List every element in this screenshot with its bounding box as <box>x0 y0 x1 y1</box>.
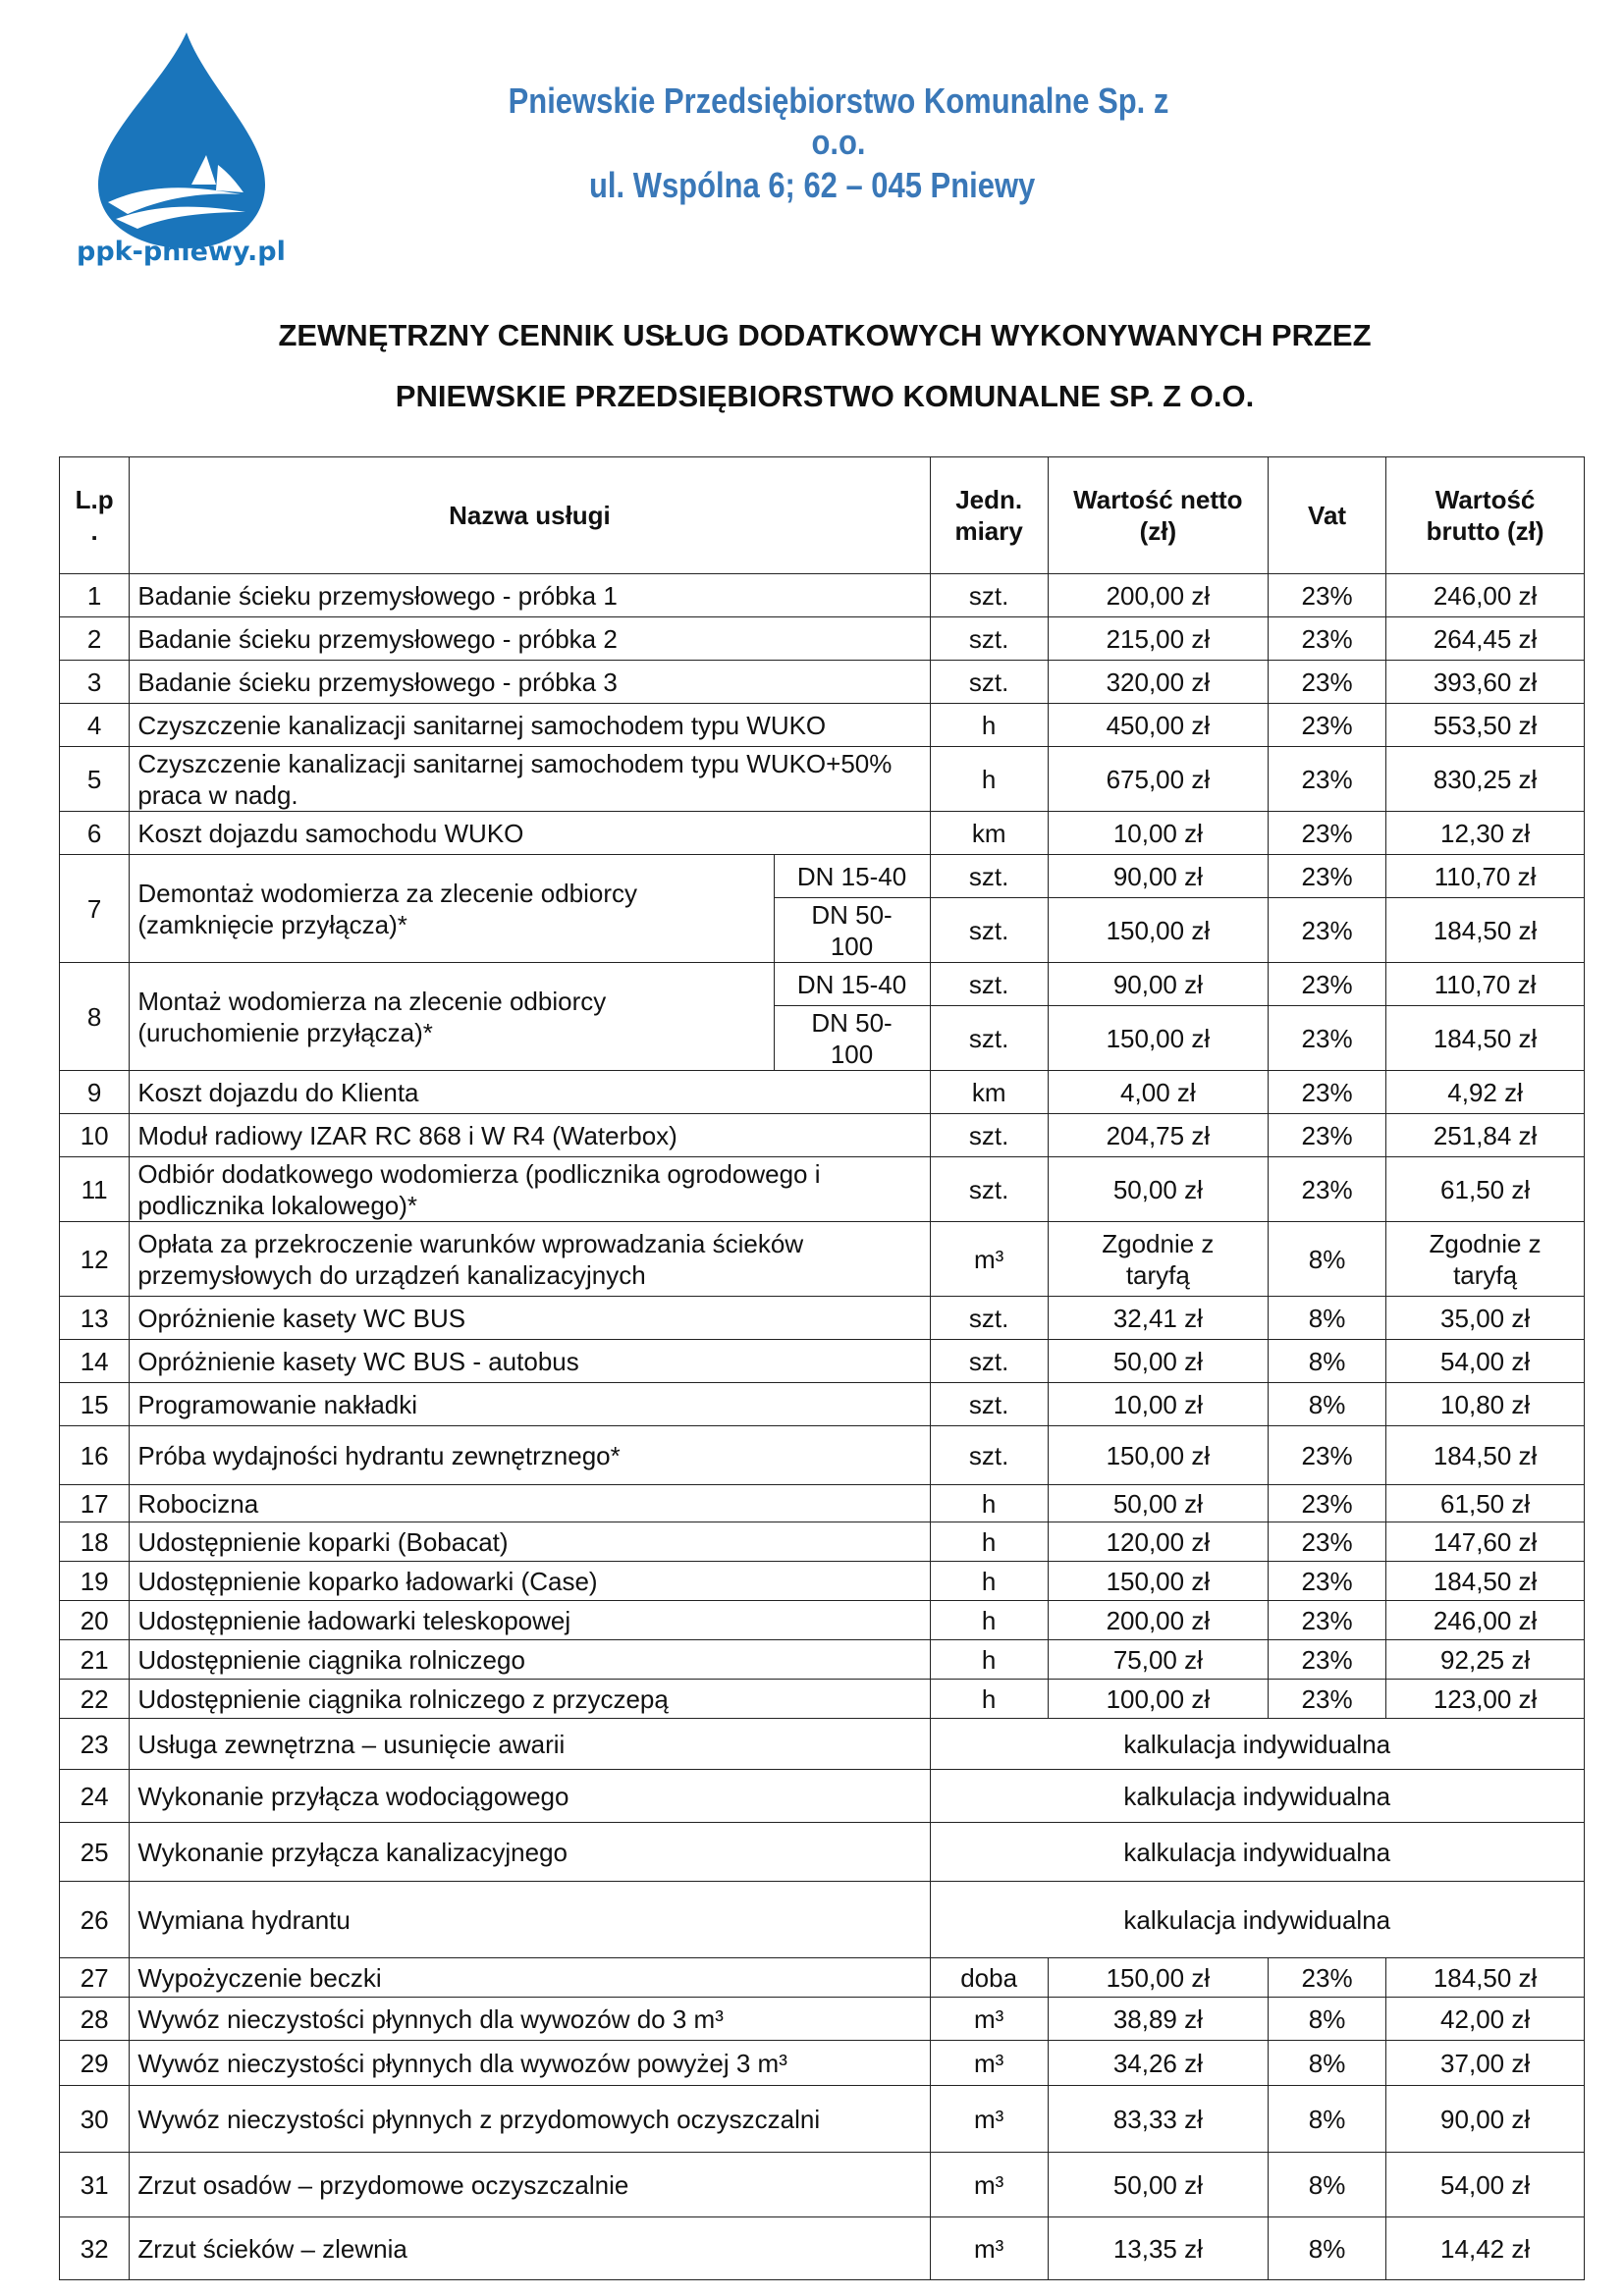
unit: doba <box>930 1958 1048 1998</box>
table-row <box>60 1640 1585 1680</box>
row-number: 7 <box>60 855 130 963</box>
service-name: Opróżnienie kasety WC BUS - autobus <box>130 1340 930 1383</box>
unit: szt. <box>930 898 1048 963</box>
gross-price: 246,00 zł <box>1386 574 1585 617</box>
table-row <box>60 1680 1585 1719</box>
row-number: 32 <box>60 2217 130 2280</box>
row-number: 30 <box>60 2086 130 2153</box>
table-row <box>60 2217 1585 2280</box>
service-name: Robocizna <box>130 1485 930 1522</box>
net-price: 75,00 zł <box>1048 1640 1268 1680</box>
service-name: Udostępnienie koparki (Bobacat) <box>130 1522 930 1562</box>
gross-price: 184,50 zł <box>1386 1006 1585 1071</box>
vat-rate: 8% <box>1268 1222 1385 1297</box>
net-price: 50,00 zł <box>1048 1340 1268 1383</box>
gross-price: 54,00 zł <box>1386 2153 1585 2217</box>
diameter-variant: DN 15-40 <box>774 855 930 898</box>
vat-rate: 8% <box>1268 2217 1385 2280</box>
gross-price: 12,30 zł <box>1386 812 1585 855</box>
unit: h <box>930 1680 1048 1719</box>
company-name: Pniewskie Przedsiębiorstwo Komunalne Sp. z o.o. <box>508 80 1169 162</box>
service-name: Wywóz nieczystości płynnych z przydomowych oczyszczalni <box>130 2086 930 2153</box>
vat-rate: 23% <box>1268 1958 1385 1998</box>
gross-price: 61,50 zł <box>1386 1157 1585 1222</box>
vat-rate: 23% <box>1268 1640 1385 1680</box>
table-row <box>60 2086 1585 2153</box>
net-price: 215,00 zł <box>1048 617 1268 661</box>
net-price: 38,89 zł <box>1048 1998 1268 2041</box>
vat-rate: 8% <box>1268 1998 1385 2041</box>
row-number: 11 <box>60 1157 130 1222</box>
logo-text: ppk-pniewy.pl <box>77 237 286 267</box>
row-number: 12 <box>60 1222 130 1297</box>
row-number: 9 <box>60 1071 130 1114</box>
table-row <box>60 812 1585 855</box>
row-number: 24 <box>60 1770 130 1823</box>
service-name: Badanie ścieku przemysłowego - próbka 2 <box>130 617 930 661</box>
service-name: Usługa zewnętrzna – usunięcie awarii <box>130 1719 930 1770</box>
net-price: 150,00 zł <box>1048 1958 1268 1998</box>
table-row <box>60 1297 1585 1340</box>
row-number: 1 <box>60 574 130 617</box>
individual-calculation: kalkulacja indywidualna <box>930 1770 1584 1823</box>
diameter-variant: DN 15-40 <box>774 963 930 1006</box>
row-number: 16 <box>60 1426 130 1485</box>
vat-rate: 23% <box>1268 1562 1385 1601</box>
vat-rate: 8% <box>1268 2086 1385 2153</box>
vat-rate: 23% <box>1268 898 1385 963</box>
service-name: Udostępnienie ciągnika rolniczego <box>130 1640 930 1680</box>
net-price: 200,00 zł <box>1048 1601 1268 1640</box>
vat-rate: 8% <box>1268 2041 1385 2086</box>
individual-calculation: kalkulacja indywidualna <box>930 1823 1584 1882</box>
gross-price: 184,50 zł <box>1386 1562 1585 1601</box>
table-row <box>60 855 1585 898</box>
table-row <box>60 1157 1585 1222</box>
table-row <box>60 2153 1585 2217</box>
vat-rate: 8% <box>1268 1340 1385 1383</box>
gross-price: 147,60 zł <box>1386 1522 1585 1562</box>
gross-price: 4,92 zł <box>1386 1071 1585 1114</box>
gross-price: 110,70 zł <box>1386 963 1585 1006</box>
unit: m³ <box>930 2153 1048 2217</box>
gross-price: 251,84 zł <box>1386 1114 1585 1157</box>
net-price: 450,00 zł <box>1048 704 1268 747</box>
vat-rate: 23% <box>1268 812 1385 855</box>
vat-rate: 23% <box>1268 1680 1385 1719</box>
unit: szt. <box>930 1426 1048 1485</box>
vat-rate: 23% <box>1268 617 1385 661</box>
net-price: 320,00 zł <box>1048 661 1268 704</box>
unit: szt. <box>930 617 1048 661</box>
table-row <box>60 617 1585 661</box>
gross-price: 184,50 zł <box>1386 1426 1585 1485</box>
vat-rate: 23% <box>1268 661 1385 704</box>
header-name: Nazwa usługi <box>130 457 930 574</box>
service-name: Wykonanie przyłącza kanalizacyjnego <box>130 1823 930 1882</box>
gross-price: 184,50 zł <box>1386 1958 1585 1998</box>
service-name: Moduł radiowy IZAR RC 868 i W R4 (Waterbox) <box>130 1114 930 1157</box>
service-name: Wymiana hydrantu <box>130 1882 930 1958</box>
net-price: 150,00 zł <box>1048 1562 1268 1601</box>
service-name: Demontaż wodomierza za zlecenie odbiorcy (zamknięcie przyłącza)* <box>130 855 774 963</box>
table-row <box>60 963 1585 1006</box>
table-row <box>60 704 1585 747</box>
row-number: 2 <box>60 617 130 661</box>
gross-price: 35,00 zł <box>1386 1297 1585 1340</box>
service-name: Badanie ścieku przemysłowego - próbka 1 <box>130 574 930 617</box>
vat-rate: 8% <box>1268 1297 1385 1340</box>
table-row <box>60 1426 1585 1485</box>
net-price: 120,00 zł <box>1048 1522 1268 1562</box>
table-row <box>60 747 1585 812</box>
individual-calculation: kalkulacja indywidualna <box>930 1882 1584 1958</box>
row-number: 29 <box>60 2041 130 2086</box>
gross-price: 14,42 zł <box>1386 2217 1585 2280</box>
unit: h <box>930 1640 1048 1680</box>
service-name: Badanie ścieku przemysłowego - próbka 3 <box>130 661 930 704</box>
row-number: 10 <box>60 1114 130 1157</box>
gross-price: 61,50 zł <box>1386 1485 1585 1522</box>
vat-rate: 23% <box>1268 1071 1385 1114</box>
service-name: Odbiór dodatkowego wodomierza (podlicznika ogrodowego i podlicznika lokalowego)* <box>130 1157 930 1222</box>
header-vat: Vat <box>1268 457 1385 574</box>
table-row <box>60 1340 1585 1383</box>
row-number: 14 <box>60 1340 130 1383</box>
unit: m³ <box>930 1222 1048 1297</box>
diameter-variant: DN 50- 100 <box>774 1006 930 1071</box>
row-number: 3 <box>60 661 130 704</box>
service-name: Wykonanie przyłącza wodociągowego <box>130 1770 930 1823</box>
net-price: 675,00 zł <box>1048 747 1268 812</box>
unit: h <box>930 1562 1048 1601</box>
unit: szt. <box>930 1297 1048 1340</box>
vat-rate: 23% <box>1268 1006 1385 1071</box>
gross-price: 264,45 zł <box>1386 617 1585 661</box>
row-number: 5 <box>60 747 130 812</box>
unit: h <box>930 704 1048 747</box>
row-number: 6 <box>60 812 130 855</box>
vat-rate: 23% <box>1268 1426 1385 1485</box>
table-row <box>60 2041 1585 2086</box>
gross-price: 246,00 zł <box>1386 1601 1585 1640</box>
service-name: Próba wydajności hydrantu zewnętrznego* <box>130 1426 930 1485</box>
row-number: 26 <box>60 1882 130 1958</box>
row-number: 13 <box>60 1297 130 1340</box>
header-lp: L.p . <box>60 457 130 574</box>
gross-price: Zgodnie z taryfą <box>1386 1222 1585 1297</box>
vat-rate: 23% <box>1268 1601 1385 1640</box>
row-number: 19 <box>60 1562 130 1601</box>
table-row <box>60 1114 1585 1157</box>
diameter-variant: DN 50- 100 <box>774 898 930 963</box>
net-price: 204,75 zł <box>1048 1114 1268 1157</box>
table-row <box>60 1071 1585 1114</box>
page-title-line-1: ZEWNĘTRZNY CENNIK USŁUG DODATKOWYCH WYKONYWANYCH PRZEZ <box>278 318 1372 352</box>
unit: m³ <box>930 2086 1048 2153</box>
unit: h <box>930 1601 1048 1640</box>
service-name: Czyszczenie kanalizacji sanitarnej samochodem typu WUKO+50% praca w nadg. <box>130 747 930 812</box>
vat-rate: 23% <box>1268 1485 1385 1522</box>
table-row <box>60 1823 1585 1882</box>
gross-price: 553,50 zł <box>1386 704 1585 747</box>
header-net: Wartość netto (zł) <box>1048 457 1268 574</box>
service-name: Koszt dojazdu do Klienta <box>130 1071 930 1114</box>
table-row <box>60 1770 1585 1823</box>
company-address: ul. Wspólna 6; 62 – 045 Pniewy <box>589 165 1036 205</box>
unit: szt. <box>930 1383 1048 1426</box>
service-name: Wywóz nieczystości płynnych dla wywozów do 3 m³ <box>130 1998 930 2041</box>
table-row <box>60 1601 1585 1640</box>
row-number: 25 <box>60 1823 130 1882</box>
water-drop-icon <box>69 27 265 253</box>
net-price: 13,35 zł <box>1048 2217 1268 2280</box>
gross-price: 92,25 zł <box>1386 1640 1585 1680</box>
row-number: 21 <box>60 1640 130 1680</box>
vat-rate: 23% <box>1268 747 1385 812</box>
vat-rate: 23% <box>1268 1522 1385 1562</box>
price-table <box>59 456 1585 2280</box>
vat-rate: 23% <box>1268 1114 1385 1157</box>
row-number: 22 <box>60 1680 130 1719</box>
gross-price: 90,00 zł <box>1386 2086 1585 2153</box>
service-name: Montaż wodomierza na zlecenie odbiorcy (uruchomienie przyłącza)* <box>130 963 774 1071</box>
vat-rate: 8% <box>1268 2153 1385 2217</box>
net-price: 90,00 zł <box>1048 855 1268 898</box>
unit: szt. <box>930 574 1048 617</box>
net-price: 50,00 zł <box>1048 2153 1268 2217</box>
unit: szt. <box>930 1340 1048 1383</box>
gross-price: 10,80 zł <box>1386 1383 1585 1426</box>
unit: szt. <box>930 1157 1048 1222</box>
table-row <box>60 1222 1585 1297</box>
service-name: Wypożyczenie beczki <box>130 1958 930 1998</box>
service-name: Opłata za przekroczenie warunków wprowadzania ścieków przemysłowych do urządzeń kanalizacyjnych <box>130 1222 930 1297</box>
net-price: 200,00 zł <box>1048 574 1268 617</box>
page-title-line-2: PNIEWSKIE PRZEDSIĘBIORSTWO KOMUNALNE SP. Z O.O. <box>395 379 1255 413</box>
unit: km <box>930 812 1048 855</box>
service-name: Opróżnienie kasety WC BUS <box>130 1297 930 1340</box>
vat-rate: 23% <box>1268 704 1385 747</box>
row-number: 15 <box>60 1383 130 1426</box>
net-price: 100,00 zł <box>1048 1680 1268 1719</box>
unit: m³ <box>930 2041 1048 2086</box>
unit: h <box>930 1522 1048 1562</box>
service-name: Udostępnienie ciągnika rolniczego z przyczepą <box>130 1680 930 1719</box>
gross-price: 123,00 zł <box>1386 1680 1585 1719</box>
net-price: 50,00 zł <box>1048 1157 1268 1222</box>
table-row <box>60 1998 1585 2041</box>
row-number: 31 <box>60 2153 130 2217</box>
unit: szt. <box>930 1006 1048 1071</box>
net-price: 34,26 zł <box>1048 2041 1268 2086</box>
service-name: Czyszczenie kanalizacji sanitarnej samochodem typu WUKO <box>130 704 930 747</box>
table-row <box>60 1958 1585 1998</box>
table-header-row <box>60 457 1585 574</box>
service-name: Udostępnienie koparko ładowarki (Case) <box>130 1562 930 1601</box>
row-number: 28 <box>60 1998 130 2041</box>
net-price: 150,00 zł <box>1048 1006 1268 1071</box>
unit: m³ <box>930 1998 1048 2041</box>
service-name: Wywóz nieczystości płynnych dla wywozów powyżej 3 m³ <box>130 2041 930 2086</box>
table-row <box>60 574 1585 617</box>
vat-rate: 23% <box>1268 1157 1385 1222</box>
unit: szt. <box>930 855 1048 898</box>
gross-price: 393,60 zł <box>1386 661 1585 704</box>
header-gross: Wartość brutto (zł) <box>1386 457 1585 574</box>
table-row <box>60 1882 1585 1958</box>
unit: szt. <box>930 661 1048 704</box>
gross-price: 184,50 zł <box>1386 898 1585 963</box>
vat-rate: 23% <box>1268 855 1385 898</box>
unit: km <box>930 1071 1048 1114</box>
gross-price: 37,00 zł <box>1386 2041 1585 2086</box>
net-price: 10,00 zł <box>1048 1383 1268 1426</box>
table-row <box>60 1562 1585 1601</box>
table-row <box>60 1522 1585 1562</box>
vat-rate: 23% <box>1268 963 1385 1006</box>
net-price: 150,00 zł <box>1048 1426 1268 1485</box>
vat-rate: 23% <box>1268 574 1385 617</box>
header-unit: Jedn. miary <box>930 457 1048 574</box>
net-price: 150,00 zł <box>1048 898 1268 963</box>
net-price: 90,00 zł <box>1048 963 1268 1006</box>
unit: szt. <box>930 1114 1048 1157</box>
service-name: Koszt dojazdu samochodu WUKO <box>130 812 930 855</box>
service-name: Zrzut osadów – przydomowe oczyszczalnie <box>130 2153 930 2217</box>
row-number: 23 <box>60 1719 130 1770</box>
table-row <box>60 661 1585 704</box>
row-number: 18 <box>60 1522 130 1562</box>
gross-price: 830,25 zł <box>1386 747 1585 812</box>
unit: h <box>930 1485 1048 1522</box>
unit: m³ <box>930 2217 1048 2280</box>
gross-price: 110,70 zł <box>1386 855 1585 898</box>
unit: szt. <box>930 963 1048 1006</box>
table-row <box>60 1383 1585 1426</box>
row-number: 8 <box>60 963 130 1071</box>
vat-rate: 8% <box>1268 1383 1385 1426</box>
gross-price: 54,00 zł <box>1386 1340 1585 1383</box>
row-number: 4 <box>60 704 130 747</box>
net-price: Zgodnie z taryfą <box>1048 1222 1268 1297</box>
row-number: 20 <box>60 1601 130 1640</box>
table-row <box>60 1719 1585 1770</box>
unit: h <box>930 747 1048 812</box>
table-row <box>60 1485 1585 1522</box>
individual-calculation: kalkulacja indywidualna <box>930 1719 1584 1770</box>
net-price: 83,33 zł <box>1048 2086 1268 2153</box>
net-price: 32,41 zł <box>1048 1297 1268 1340</box>
service-name: Zrzut ścieków – zlewnia <box>130 2217 930 2280</box>
service-name: Udostępnienie ładowarki teleskopowej <box>130 1601 930 1640</box>
row-number: 17 <box>60 1485 130 1522</box>
row-number: 27 <box>60 1958 130 1998</box>
net-price: 10,00 zł <box>1048 812 1268 855</box>
net-price: 50,00 zł <box>1048 1485 1268 1522</box>
net-price: 4,00 zł <box>1048 1071 1268 1114</box>
company-logo <box>69 27 286 273</box>
service-name: Programowanie nakładki <box>130 1383 930 1426</box>
gross-price: 42,00 zł <box>1386 1998 1585 2041</box>
